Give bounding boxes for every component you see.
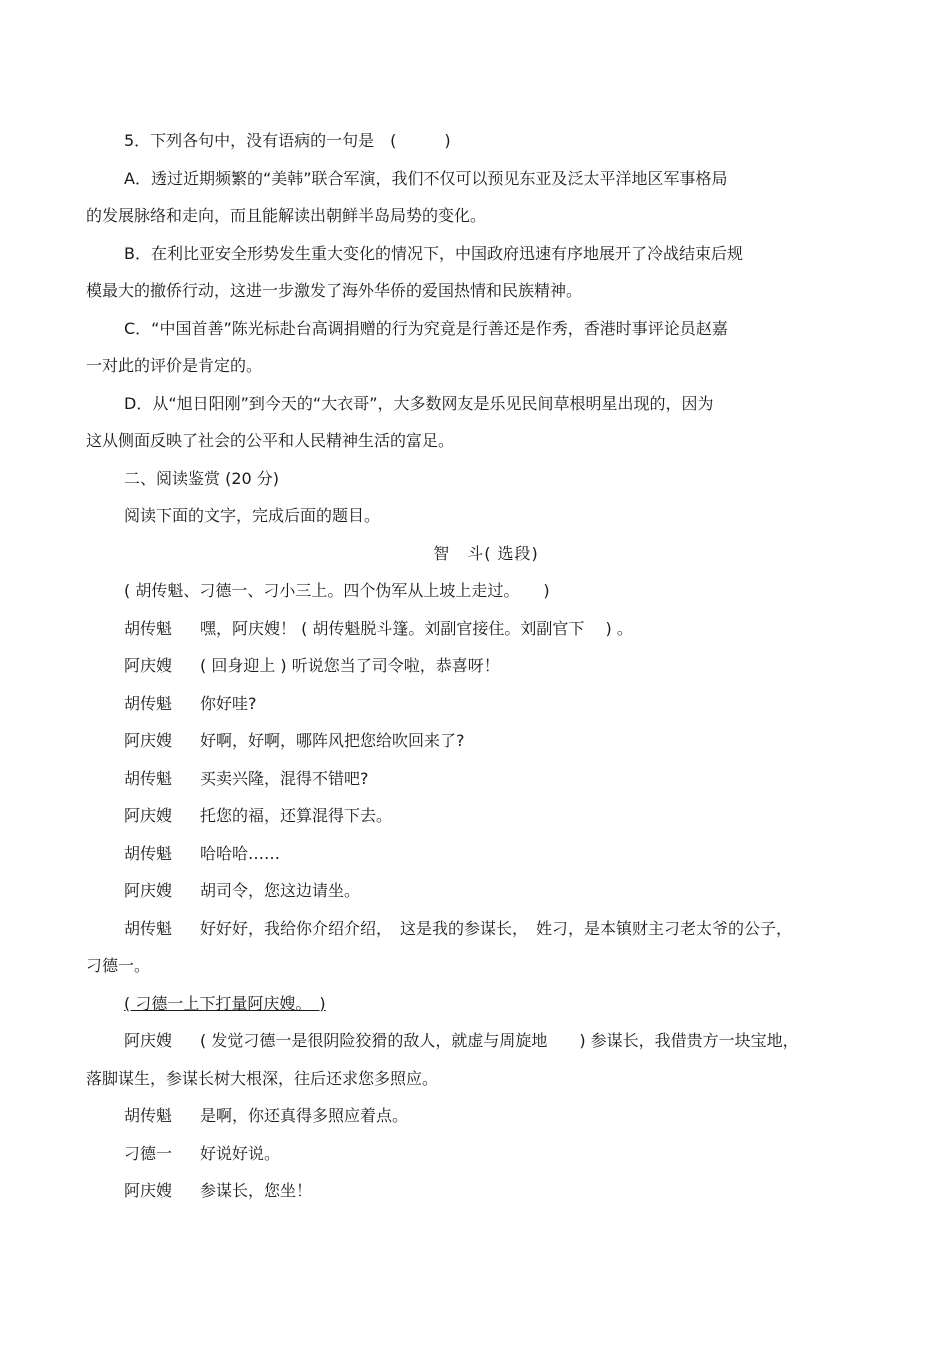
speaker-name: 阿庆嫂 <box>124 1181 173 1200</box>
reading-instruction: 阅读下面的文字，完成后面的题目。 <box>124 506 381 525</box>
dialogue-line <box>86 1022 848 1060</box>
section-heading: 二、阅读鉴赏 (20 分) <box>124 468 280 488</box>
dialogue-text: 好说好说。 <box>200 1143 281 1163</box>
dialogue-text: 好啊，好啊，哪阵风把您给吹回来了? <box>200 731 465 750</box>
speaker-name: 阿庆嫂 <box>124 656 173 675</box>
dialogue-line <box>86 1097 848 1135</box>
option-d-line-2: 这从侧面反映了社会的公平和人民精神生活的富足。 <box>86 431 455 450</box>
dialogue-line <box>86 760 848 798</box>
question-5-stem: 5．下列各句中，没有语病的一句是 ( ) <box>124 131 451 150</box>
speaker-name: 胡传魁 <box>124 843 173 863</box>
dialogue-text: 是啊，你还真得多照应着点。 <box>200 1106 409 1125</box>
dialogue-line <box>86 685 848 723</box>
dialogue-text: ( 回身迎上 ) 听说您当了司令啦，恭喜呀！ <box>200 656 500 675</box>
stage-direction: ( 胡传魁、刁德一、刁小三上。四个伪军从上坡上走过。 ) <box>124 581 550 600</box>
dialogue-line <box>86 910 848 948</box>
dialogue-text: 托您的福，还算混得下去。 <box>200 806 393 825</box>
speaker-name: 刁德一 <box>124 1143 173 1163</box>
speaker-name: 阿庆嫂 <box>124 1031 173 1050</box>
speaker-name: 胡传魁 <box>124 1106 173 1125</box>
option-b-line-2: 模最大的撤侨行动，这进一步激发了海外华侨的爱国热情和民族精神。 <box>86 281 583 300</box>
option-c-line-2: 一对此的评价是肯定的。 <box>86 356 263 375</box>
dialogue-line <box>86 872 848 910</box>
dialogue-line <box>86 1135 848 1173</box>
speaker-name: 胡传魁 <box>124 618 173 638</box>
dialogue-line <box>86 797 848 835</box>
dialogue-text: 你好哇? <box>200 693 257 713</box>
dialogue-line <box>86 610 848 648</box>
document-page <box>86 122 848 1210</box>
dialogue-text: ( 发觉刁德一是很阴险狡猾的敌人，就虚与周旋地 ) 参谋长，我借贵方一块宝地， <box>200 1031 799 1050</box>
dialogue-text: 参谋长，您坐！ <box>200 1181 313 1200</box>
dialogue-text: 好好好，我给你介绍介绍， 这是我的参谋长， 姓刁，是本镇财主刁老太爷的公子， <box>200 918 793 938</box>
option-c-line-1: C．“中国首善”陈光标赴台高调捐赠的行为究竟是行善还是作秀，香港时事评论员赵嘉 <box>124 318 728 338</box>
dialogue-text: 胡司令，您这边请坐。 <box>200 881 361 900</box>
dialogue-line <box>86 1172 848 1210</box>
dialogue-text: 哈哈哈…… <box>200 843 281 863</box>
speaker-name: 阿庆嫂 <box>124 806 173 825</box>
dialogue-continuation: 落脚谋生，参谋长树大根深，往后还求您多照应。 <box>86 1068 439 1088</box>
dialogue-text: 买卖兴隆，混得不错吧? <box>200 768 369 788</box>
stage-direction-underlined <box>86 985 848 1023</box>
speaker-name: 阿庆嫂 <box>124 881 173 900</box>
dialogue-continuation: 刁德一。 <box>86 956 151 975</box>
underlined-stage-text: ( 刁德一上下打量阿庆嫂。 ) <box>124 993 326 1013</box>
option-d-line-1: D．从“旭日阳刚”到今天的“大衣哥”，大多数网友是乐见民间草根明星出现的，因为 <box>124 393 714 413</box>
speaker-name: 胡传魁 <box>124 768 173 788</box>
dialogue-text: 嘿，阿庆嫂！ ( 胡传魁脱斗篷。刘副官接住。刘副官下 ) 。 <box>200 618 633 638</box>
option-a-line-2: 的发展脉络和走向，而且能解读出朝鲜半岛局势的变化。 <box>86 206 487 225</box>
dialogue-line <box>86 722 848 760</box>
option-a-line-1: A．透过近期频繁的“美韩”联合军演，我们不仅可以预见东亚及泛太平洋地区军事格局 <box>124 168 728 188</box>
speaker-name: 胡传魁 <box>124 693 173 713</box>
dialogue-line <box>86 835 848 873</box>
speaker-name: 阿庆嫂 <box>124 731 173 750</box>
speaker-name: 胡传魁 <box>124 918 173 938</box>
dialogue-line <box>86 647 848 685</box>
passage-title: 智 斗( 选段) <box>433 543 539 563</box>
option-b-line-1: B．在利比亚安全形势发生重大变化的情况下，中国政府迅速有序地展开了冷战结束后规 <box>124 243 743 263</box>
